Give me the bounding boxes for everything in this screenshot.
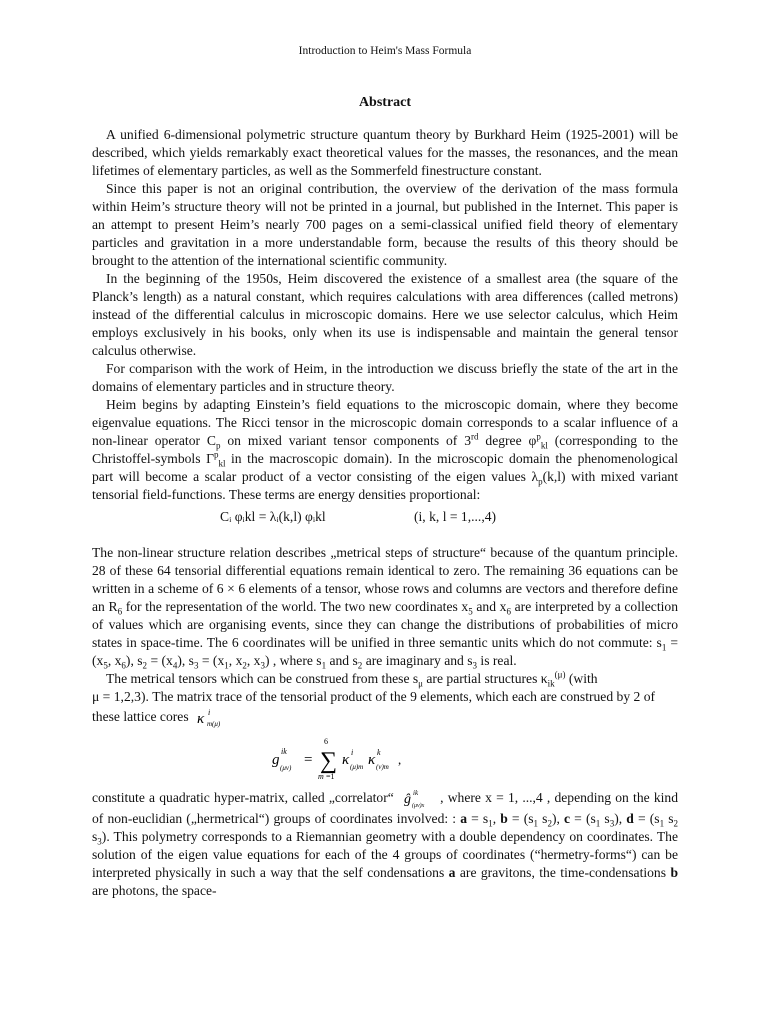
paragraph-2: Since this paper is not an original contribution, the overview of the derivation of the mass formula within Heim’s structure theory will not be printed in a journal, but published in the Internet. This paper is an attempt to present Heim’s nearly 700 pages on a semi-classical unified field theory of elementary particles and gravitation in a more understandable form, because the results of this theory should be brought to the attention of the international scientific community. bbox=[92, 181, 678, 268]
correlator-sum-formula-icon bbox=[270, 734, 500, 784]
svg-text:(ν)m: (ν)m bbox=[376, 763, 389, 771]
correlator-symbol-icon bbox=[402, 788, 440, 810]
paragraph-8: constitute a quadratic hyper-matrix, called „correlator“ ĝ ik (μν)x , where x = 1, ...,4 , depending on the kind of non-euclidian („hermetrical“) groups of coordinates involved: : $a = s_1$, $b = (s_1$ $s_2$), $c = (s_1$ $s_3$), $d = (s_1$ $s_2$ $s_3$). This polymetry corresponds to a Riemannian geometry with a double dependency on coordinates. The solution of the eigen value equations for each of the 4 groups of coordinates (“hermetry-forms“) can be interpreted physically in such a way that the self condensations a are gravitons, the time-condensations b are photons, the space- bbox=[92, 789, 678, 898]
paragraph-6: The non-linear structure relation describes „metrical steps of structure“ because of the quantum principle. 28 of these 64 tensorial differential equations remain identical to zero. The remaining 36 equations can be written in a scheme of 6 × 6 elements of a tensor, whose rows and columns are vectors and therefore define an $R_6$ for the representation of the world. The two new coordinates $x_5$ and $x_6$ are interpreted by a collection of values which are organising events, since they can change the distributions of probabilities of micro states in space-time. The 6 coordinates will be unified in three semantic units which do not commute: $s_1 = (x_5$, $x_6$), $s_2 = (x_4)$, $s_3 = (x_1$, $x_2$, $x_3$) , where $s_1$ and $s_2$ are imaginary and $s_3$ is real. bbox=[92, 545, 678, 671]
svg-text:ĝ: ĝ bbox=[404, 792, 412, 807]
paper-page bbox=[92, 42, 678, 900]
paragraph-1: A unified 6-dimensional polymetric structure quantum theory by Burkhard Heim (1925-2001) will be described, which yields remarkably exact theoretical values for the masses, the resonances, and the mean lifetimes of elementary particles, as well as the Sommerfeld finestructure constant. bbox=[92, 127, 678, 178]
abstract-heading: Abstract bbox=[358, 95, 412, 110]
paragraph-3: In the beginning of the 1950s, Heim discovered the existence of a smallest area (the square of the Planck’s length) as a natural constant, which requires calculations with area differences (called metrons) instead of the differential calculus in microscopic domains. Here we use selector calculus, which Heim employs exclusively in his books, only when its use is indispensable and maintain the general tensor calculus otherwise. bbox=[92, 271, 678, 358]
svg-text:,: , bbox=[398, 752, 402, 767]
equation-eigenvalue bbox=[92, 506, 678, 530]
svg-text:(μ)m: (μ)m bbox=[350, 763, 364, 771]
svg-text:=: = bbox=[304, 752, 313, 768]
kappa-lattice-core-icon bbox=[195, 706, 225, 730]
svg-text:i: i bbox=[351, 748, 354, 757]
paragraph-7: The metrical tensors which can be construed from these $s_\mu$ are partial structures $\kappa_{ik}^{(\mu)}$ (with bbox=[106, 669, 598, 689]
svg-text:κ: κ bbox=[342, 752, 350, 768]
svg-text:i: i bbox=[208, 708, 211, 717]
svg-text:m: m bbox=[318, 772, 324, 781]
equation-correlator-definition bbox=[92, 734, 678, 784]
svg-text:g: g bbox=[272, 752, 280, 768]
paragraph-7b: μ = 1,2,3). The matrix trace of the tensorial product of the 9 elements, which each are construed by 2 of these lattice cores κ i m(μ) bbox=[92, 689, 656, 728]
svg-text:κ: κ bbox=[368, 752, 376, 768]
svg-text:(μν)x: (μν)x bbox=[412, 803, 425, 809]
svg-text:k: k bbox=[377, 748, 381, 757]
svg-text:6: 6 bbox=[324, 737, 328, 746]
svg-text:=1: =1 bbox=[326, 772, 335, 781]
svg-text:κ: κ bbox=[197, 711, 205, 727]
svg-text:ik: ik bbox=[281, 747, 287, 756]
svg-text:∑: ∑ bbox=[320, 748, 338, 774]
equation-eigenvalue-lhs: Cᵢ φᵢkl = λᵢ(k,l) φᵢkl bbox=[220, 509, 326, 524]
svg-text:ik: ik bbox=[413, 789, 419, 797]
svg-text:(μν): (μν) bbox=[280, 764, 292, 772]
paragraph-4: For comparison with the work of Heim, in the introduction we discuss briefly the state of the art in the domains of elementary particles and in structure theory. bbox=[92, 361, 678, 394]
paragraph-5: Heim begins by adapting Einstein’s field equations to the microscopic domain, where they become eigenvalue equations. The Ricci tensor in the microscopic domain corresponds to a scalar influence of a non-linear operator $C_p$ on mixed variant tensor components of 3rd degree $\varphi^p_{kl}$ (corresponding to the Christoffel-symbols $\Gamma^p_{kl}$ in the macroscopic domain). In the microscopic domain the phenomenological part will become a scalar product of a vector consisting of the eigen values $\lambda_p(k,l)$ with mixed variant tensorial field-functions. These terms are energy densities proportional: bbox=[92, 397, 679, 502]
svg-text:m(μ): m(μ) bbox=[207, 720, 221, 728]
equation-eigenvalue-range: (i, k, l = 1,...,4) bbox=[414, 509, 497, 524]
running-title: Introduction to Heim's Mass Formula bbox=[298, 45, 472, 57]
